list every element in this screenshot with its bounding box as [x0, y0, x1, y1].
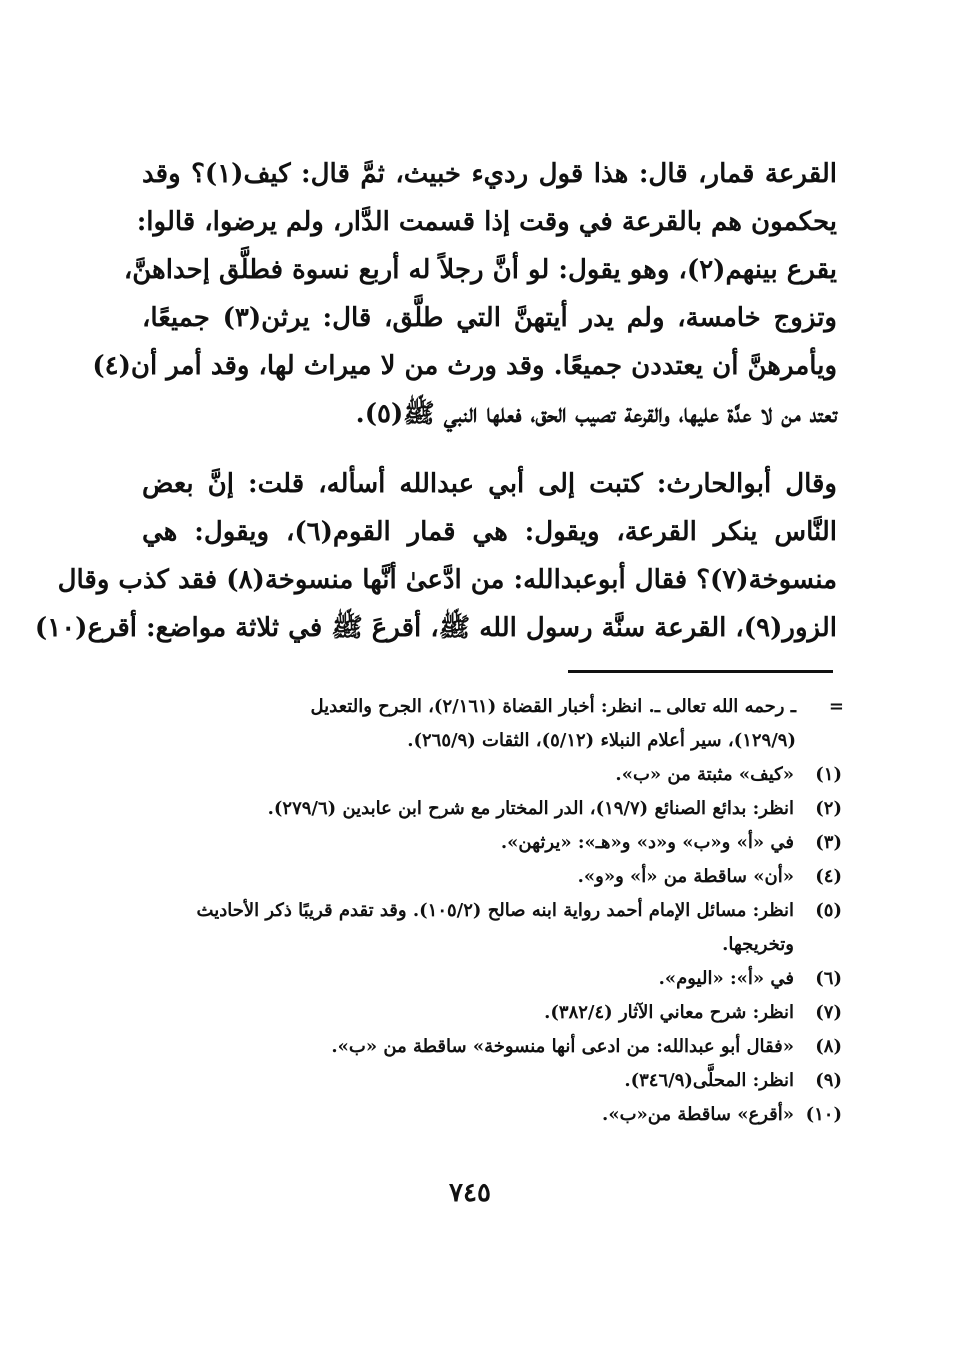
paragraph-line: وتزوج خامسة، ولم يدر أيتهنَّ التي طلَّق، قال: يرثن(٣) جميعًا، [142, 303, 837, 333]
footnote-number: (٣) [815, 832, 842, 853]
footnote-continuation-line: (١٢٩/٩)، سير أعلام النبلاء (٥/١٢)، الثقات (٢٦٥/٩). [407, 730, 796, 751]
footnotes [142, 690, 842, 1132]
paragraph-line: ويأمرهنَّ أن يعتددن جميعًا. وقد ورث من لا ميراث لها، وقد أمر أن(٤) [92, 351, 837, 381]
footnote-item [142, 996, 842, 1030]
footnote-text: «كيف» مثبتة من «ب». [615, 764, 794, 785]
footnote-number: (١٠) [805, 1104, 842, 1125]
footnote-item [142, 758, 842, 792]
footnote-text: «أقرع» ساقطة من«ب». [602, 1104, 794, 1125]
paragraph-line: وقال أبوالحارث: كتبت إلى أبي عبدالله أسأله، قلت: إنَّ بعض [142, 469, 837, 499]
footnote-number: (٨) [815, 1036, 842, 1057]
paragraph-line: النَّاس ينكر القرعة، ويقول: هي قمار القوم(٦)، ويقول: هي [142, 517, 837, 547]
footnote-number: (٢) [815, 798, 842, 819]
footnote-item [142, 962, 842, 996]
footnote-number: (٩) [815, 1070, 842, 1091]
paragraph-line: تعتد من لا عدَّة عليها، والقرعة تصيب الحق، فعلها النبي ﷺ(٥). [355, 399, 837, 429]
footnote-text: «فقال أبو عبدالله: من ادعى أنها منسوخة» ساقطة من «ب». [331, 1036, 794, 1057]
continuation-mark: = [828, 696, 844, 717]
footnote-text: انظر: مسائل الإمام أحمد رواية ابنه صالح (١٠٥/٢). وقد تقدم قريبًا ذكر الأحاديث وتخريجها. [196, 900, 794, 955]
footnote-item [142, 792, 842, 826]
footnote-text: انظر: شرح معاني الآثار (٣٨٢/٤). [544, 1002, 794, 1023]
page-number: ٧٤٥ [449, 1178, 491, 1208]
paragraph-line: يقرع بينهم(٢)، وهو يقول: لو أنَّ رجلاً له أربع نسوة فطلَّق إحداهنَّ، [123, 255, 837, 285]
footnote-continuation-line: ـ رحمه الله تعالى ـ. انظر: أخبار القضاة (٢/١٦١)، الجرح والتعديل [310, 696, 796, 717]
footnote-text: انظر: بدائع الصنائع (١٩/٧)، الدر المختار مع شرح ابن عابدين (٢٧٩/٦). [267, 798, 794, 819]
footnote-text: «أن» ساقطة من «أ» و«و». [577, 866, 794, 887]
paragraph-line: يحكمون هم بالقرعة في وقت إذا قسمت الدَّار، ولم يرضوا، قالوا: [136, 207, 837, 237]
footnote-item [142, 1098, 842, 1132]
footnote-text: في «أ»: «اليوم». [658, 968, 794, 989]
footnote-number: (١) [815, 764, 842, 785]
footnote-item [142, 894, 842, 962]
footnote-item [142, 860, 842, 894]
footnote-item [142, 826, 842, 860]
footnote-text: انظر: المحلَّى(٣٤٦/٩). [624, 1070, 794, 1091]
footnote-number: (٧) [815, 1002, 842, 1023]
paragraph-line: القرعة قمار، قال: هذا قول رديء خبيث، ثمَّ قال: كيف(١)؟ وقد [142, 159, 837, 189]
paragraph-1 [92, 150, 837, 438]
footnote-number: (٥) [815, 900, 842, 921]
footnote-number: (٤) [815, 866, 842, 887]
paragraph-line: منسوخة(٧)؟ فقال أبوعبدالله: من ادَّعىٰ أنَّها منسوخة(٨) فقد كذب وقال [57, 565, 837, 595]
footnote-number: (٦) [815, 968, 842, 989]
footnote-item [142, 1030, 842, 1064]
footnote-item [142, 1064, 842, 1098]
paragraph-line: الزور(٩)، القرعة سنَّة رسول الله ﷺ، أقرعَ ﷺ في ثلاثة مواضع: أقرع(١٠) [34, 613, 837, 643]
footnote-divider [568, 670, 833, 673]
paragraph-2 [34, 460, 837, 652]
footnote-text: في «أ» و«ب» و«د» و«هـ»: «يرثهن». [500, 832, 794, 853]
footnote-continuation [142, 690, 842, 758]
